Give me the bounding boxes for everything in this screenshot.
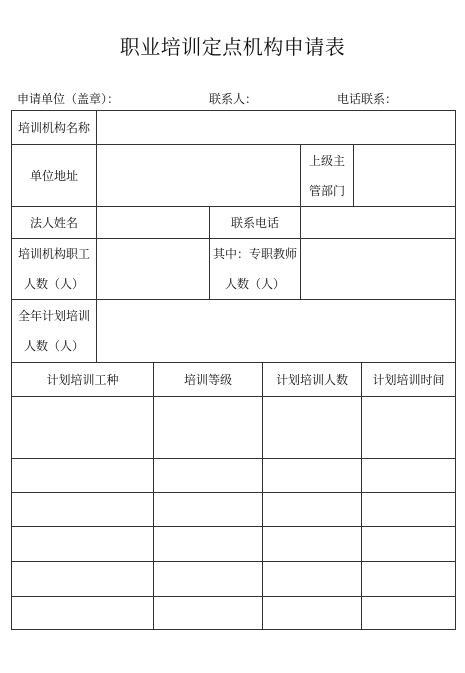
header-training-level: 培训等级 bbox=[153, 362, 263, 397]
table-cell[interactable] bbox=[153, 596, 263, 630]
annual-plan-label-line2: 人数（人） bbox=[24, 339, 85, 353]
table-cell[interactable] bbox=[361, 561, 456, 597]
teachers-count-label-line1: 其中：专职教师 bbox=[212, 247, 297, 261]
table-cell[interactable] bbox=[11, 492, 154, 527]
org-name-label: 培训机构名称 bbox=[11, 110, 97, 145]
table-cell[interactable] bbox=[361, 492, 456, 527]
legal-person-label: 法人姓名 bbox=[11, 206, 97, 239]
table-cell[interactable] bbox=[11, 396, 154, 459]
table-cell[interactable] bbox=[153, 458, 263, 493]
address-field[interactable] bbox=[96, 144, 301, 207]
superior-dept-label-line1: 上级主 bbox=[308, 153, 345, 168]
table-cell[interactable] bbox=[11, 596, 154, 630]
table-cell[interactable] bbox=[153, 561, 263, 597]
teachers-count-label bbox=[209, 238, 301, 300]
address-label: 单位地址 bbox=[11, 144, 97, 207]
phone-contact-label: 电话联系： bbox=[337, 92, 398, 106]
table-cell[interactable] bbox=[262, 561, 362, 597]
legal-person-field[interactable] bbox=[96, 206, 210, 239]
header-planned-time: 计划培训时间 bbox=[361, 362, 456, 397]
table-cell[interactable] bbox=[361, 458, 456, 493]
table-cell[interactable] bbox=[262, 596, 362, 630]
table-cell[interactable] bbox=[262, 526, 362, 562]
teachers-count-field[interactable] bbox=[300, 238, 456, 300]
table-cell[interactable] bbox=[361, 596, 456, 630]
table-cell[interactable] bbox=[262, 396, 362, 459]
superior-dept-label bbox=[300, 144, 354, 207]
staff-count-label-line2: 人数（人） bbox=[24, 277, 85, 291]
staff-count-field[interactable] bbox=[96, 238, 210, 300]
staff-count-label bbox=[11, 238, 97, 300]
contact-person-label: 联系人： bbox=[209, 92, 258, 106]
table-cell[interactable] bbox=[11, 526, 154, 562]
header-job-type: 计划培训工种 bbox=[11, 362, 154, 397]
teachers-count-label-line2: 人数（人） bbox=[224, 277, 285, 291]
application-form bbox=[11, 110, 456, 630]
table-cell[interactable] bbox=[153, 526, 263, 562]
applicant-unit-label: 申请单位（盖章）： bbox=[17, 92, 120, 106]
header-planned-trainees: 计划培训人数 bbox=[262, 362, 362, 397]
superior-dept-label-line2: 管部门 bbox=[308, 183, 345, 198]
table-cell[interactable] bbox=[153, 396, 263, 459]
contact-phone-field[interactable] bbox=[300, 206, 456, 239]
annual-plan-label-line1: 全年计划培训 bbox=[18, 309, 91, 323]
annual-plan-field[interactable] bbox=[96, 299, 456, 363]
annual-plan-label bbox=[11, 299, 97, 363]
contact-phone-label: 联系电话 bbox=[209, 206, 301, 239]
table-cell[interactable] bbox=[262, 492, 362, 527]
table-cell[interactable] bbox=[11, 561, 154, 597]
table-cell[interactable] bbox=[361, 396, 456, 459]
superior-dept-field[interactable] bbox=[353, 144, 456, 207]
table-cell[interactable] bbox=[11, 458, 154, 493]
table-cell[interactable] bbox=[262, 458, 362, 493]
form-title: 职业培训定点机构申请表 bbox=[119, 35, 346, 59]
staff-count-label-line1: 培训机构职工 bbox=[18, 247, 91, 261]
table-cell[interactable] bbox=[361, 526, 456, 562]
org-name-field[interactable] bbox=[96, 110, 456, 145]
table-cell[interactable] bbox=[153, 492, 263, 527]
